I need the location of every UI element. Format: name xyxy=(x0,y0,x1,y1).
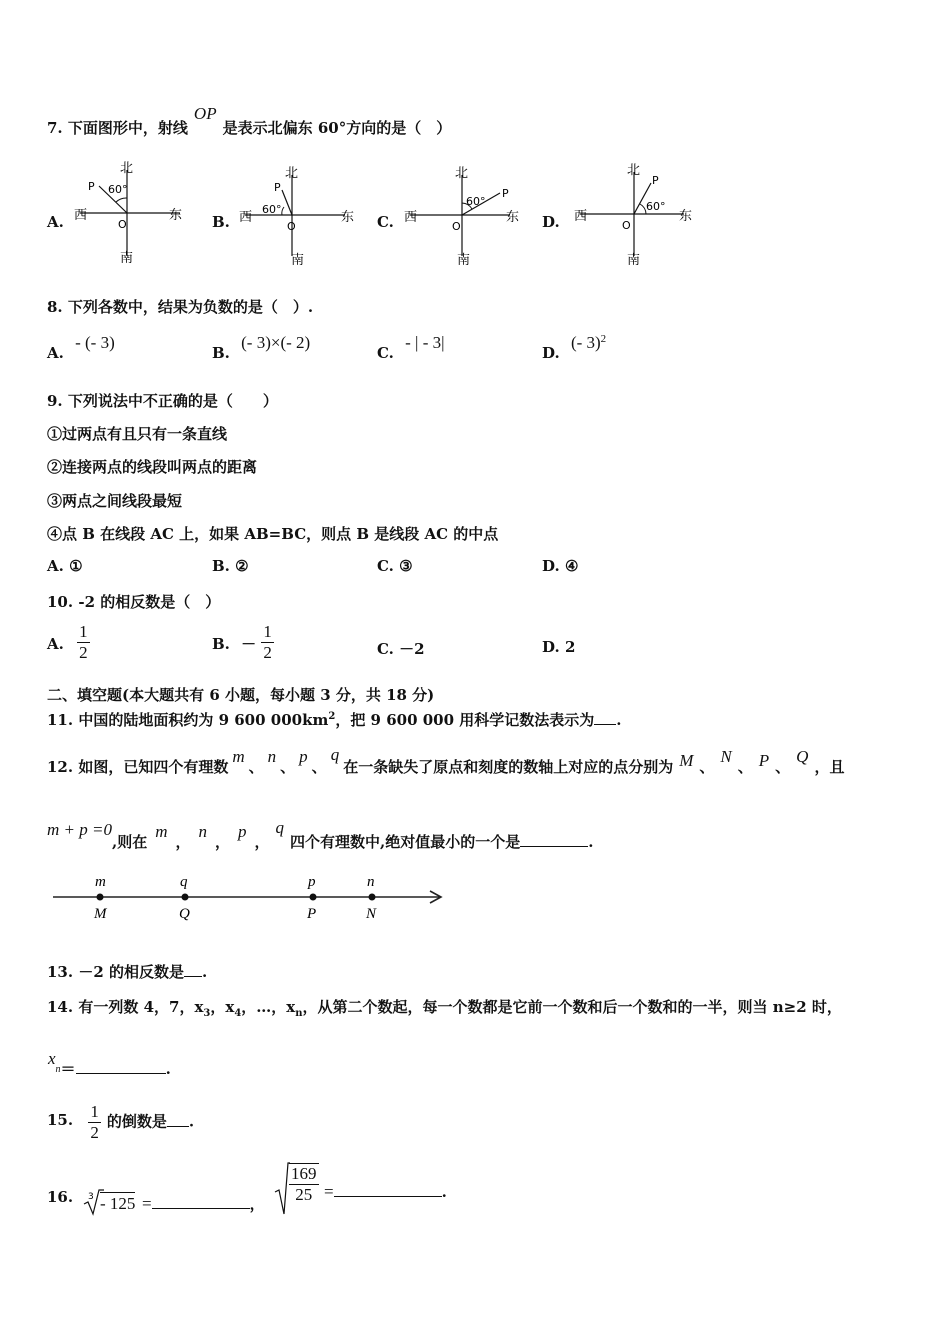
angle-arc xyxy=(116,198,127,202)
q8-option-d[interactable]: D. (- 3)$^2$ xyxy=(542,333,607,362)
q8-stem: 8. 下列各数中，结果为负数的是（ ）. xyxy=(47,298,314,316)
q7-option-c-label[interactable]: C. xyxy=(377,213,394,231)
east-label: 东 xyxy=(341,210,355,225)
o-label: O xyxy=(452,220,461,233)
q14-answer-line: $x_n=$ . xyxy=(48,1049,171,1078)
q7-diagram-d xyxy=(572,160,702,268)
angle-label: 60° xyxy=(108,183,128,196)
point-n xyxy=(369,894,376,901)
q7-ray-op: OP xyxy=(193,104,217,123)
q7-diagram-c xyxy=(402,163,527,268)
q11: 11. 中国的陆地面积约为 9 600 $000km^2$，把 9 600 000 用科学记数法表示为 . xyxy=(47,711,622,729)
q14-answer-blank[interactable] xyxy=(76,1059,166,1074)
q16-square-root-sign xyxy=(274,1160,290,1216)
south-label: 南 xyxy=(120,251,134,266)
q12-line1: 12. 如图，已知四个有理数m、n、p、q在一条缺失了原点和刻度的数轴上对应的点分别为 M 、N、 P 、Q，且 xyxy=(47,745,845,776)
q9-option-d[interactable]: D. ④ xyxy=(542,557,579,575)
o-label: O xyxy=(622,219,631,232)
point-p xyxy=(310,894,317,901)
q9-statement-4: ④点 B 在线段 AC 上，如果 AB=BC，则点 B 是线段 AC 的中点 xyxy=(47,525,499,543)
point-label-n: N xyxy=(366,906,377,922)
p-label: P xyxy=(652,174,659,187)
q12-answer-blank[interactable] xyxy=(520,832,588,847)
south-label: 南 xyxy=(291,253,305,268)
q7-option-d-label[interactable]: D. xyxy=(542,213,560,231)
east-label: 东 xyxy=(679,209,693,224)
q10-stem: 10. -2 的相反数是（ ） xyxy=(47,593,221,611)
q12-line2: m + p =0,则在m，n，p，q四个有理数中,绝对值最小的一个是 . xyxy=(47,818,594,851)
q10-option-a[interactable]: A. $\frac{1}{2}$ xyxy=(47,622,88,662)
p-label: P xyxy=(274,181,281,194)
west-label: 西 xyxy=(574,209,588,224)
q14-stem: 14. 有一列数 4，7，$x_3$，$x_4$，…，$x_n$，从第二个数起，每一个数都是它前一个数和后一个数和的一半，则当 n≥2 时， xyxy=(47,998,842,1019)
q9-option-a[interactable]: A. ① xyxy=(47,557,83,575)
q7-option-a-label[interactable]: A. xyxy=(47,213,64,231)
q9-statement-2: ②连接两点的线段叫两点的距离 xyxy=(47,458,258,476)
p-label: P xyxy=(502,187,509,200)
q15: 15. $\frac{1}{2}$ 的倒数是 . xyxy=(47,1102,195,1142)
west-label: 西 xyxy=(74,208,88,223)
south-label: 南 xyxy=(457,253,471,268)
q10-option-c[interactable]: C. －2 xyxy=(377,640,425,658)
q8-option-b[interactable]: B. (- 3)×(- 2) xyxy=(212,333,311,362)
point-label-p: P xyxy=(307,906,317,922)
o-label: O xyxy=(287,220,296,233)
q9-option-b[interactable]: B. ② xyxy=(212,557,249,575)
east-label: 东 xyxy=(169,208,183,223)
var-label-p: p xyxy=(308,874,316,890)
var-label-q: q xyxy=(180,874,188,890)
north-label: 北 xyxy=(627,163,641,178)
q7-option-b-label[interactable]: B. xyxy=(212,213,230,231)
q16-radicand-2: $\frac{169}{25}$ xyxy=(291,1164,317,1204)
north-label: 北 xyxy=(285,166,299,181)
west-label: 西 xyxy=(404,210,418,225)
q11-answer-blank[interactable] xyxy=(594,710,616,725)
o-label: O xyxy=(118,218,127,231)
p-label: P xyxy=(88,180,95,193)
q9-statement-1: ①过两点有且只有一条直线 xyxy=(47,425,228,443)
point-label-m: M xyxy=(94,906,107,922)
q13-answer-blank[interactable] xyxy=(184,962,202,977)
ray-op xyxy=(282,190,292,215)
angle-label: 60° xyxy=(466,195,486,208)
angle-label: 60° xyxy=(646,200,666,213)
angle-arc xyxy=(282,207,284,215)
var-label-n: n xyxy=(367,874,375,890)
var-label-m: m xyxy=(95,874,106,890)
q7-stem: 7. 下面图形中，射线OP是表示北偏东 60°方向的是（ ） xyxy=(47,104,452,137)
q16-number: 16. xyxy=(47,1188,74,1206)
point-m xyxy=(97,894,104,901)
q16-part2-answer: = . xyxy=(324,1182,447,1201)
q9-stem: 9. 下列说法中不正确的是（ ） xyxy=(47,392,278,410)
q10-option-d[interactable]: D. 2 xyxy=(542,638,576,656)
q16-radicand-1: - 125 xyxy=(100,1194,136,1213)
point-label-q: Q xyxy=(179,906,190,922)
q16-answer-blank-2[interactable] xyxy=(334,1182,442,1197)
section-2-title: 二、填空题(本大题共有 6 小题，每小题 3 分，共 18 分) xyxy=(47,686,435,704)
north-label: 北 xyxy=(455,166,469,181)
q10-option-b[interactable]: B. － $\frac{1}{2}$ xyxy=(212,622,272,662)
q7-diagram-b xyxy=(237,163,357,268)
q15-answer-blank[interactable] xyxy=(167,1112,189,1127)
q8-option-a[interactable]: A. - (- 3) xyxy=(47,333,115,362)
q13: 13. －2 的相反数是 . xyxy=(47,963,208,981)
north-label: 北 xyxy=(120,161,134,176)
q16-answer-blank-1[interactable] xyxy=(152,1194,250,1209)
root-index: 3 xyxy=(88,1192,94,1202)
q12-number-line xyxy=(48,868,448,928)
south-label: 南 xyxy=(627,253,641,268)
q16-part1-answer: = ， xyxy=(142,1194,265,1213)
point-q xyxy=(182,894,189,901)
west-label: 西 xyxy=(239,210,253,225)
angle-label: 60° xyxy=(262,203,282,216)
east-label: 东 xyxy=(506,210,520,225)
q7-diagram-a xyxy=(72,158,192,268)
q9-statement-3: ③两点之间线段最短 xyxy=(47,492,183,510)
q8-option-c[interactable]: C. - | - 3| xyxy=(377,333,445,362)
q9-option-c[interactable]: C. ③ xyxy=(377,557,413,575)
